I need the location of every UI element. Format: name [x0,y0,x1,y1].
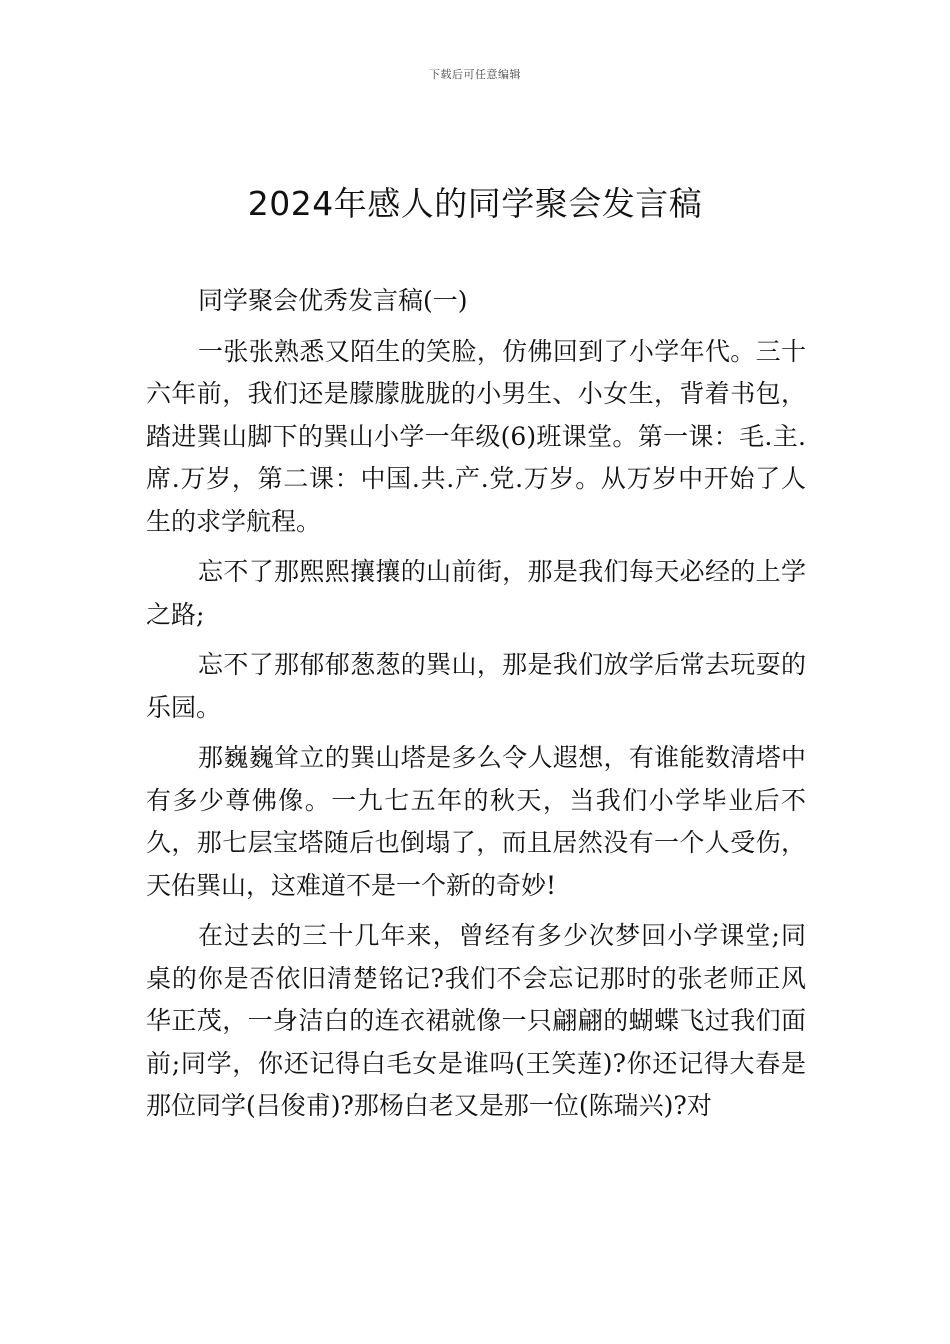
paragraph-5: 在过去的三十几年来，曾经有多少次梦回小学课堂;同桌的你是否依旧清楚铭记?我们不会忘记那时的张老师正风华正茂，一身洁白的连衣裙就像一只翩翩的蝴蝶飞过我们面前;同学，你还记得白毛女是谁吗(王笑莲)?你还记得大春是那位同学(吕俊甫)?那杨白老又是那一位(陈瑞兴)?对 [146,921,806,1120]
paragraph-4: 那巍巍耸立的巽山塔是多么令人遐想，有谁能数清塔中有多少尊佛像。一九七五年的秋天，当我们小学毕业后不久，那七层宝塔随后也倒塌了，而且居然没有一个人受伤，天佑巽山，这难道不是一个新的奇妙! [146,743,806,900]
paragraph-2: 忘不了那熙熙攘攘的山前街，那是我们每天必经的上学之路; [146,557,806,629]
section-heading: 同学聚会优秀发言稿(一) [198,286,468,315]
header-note: 下载后可任意编辑 [429,68,521,81]
paragraph-3: 忘不了那郁郁葱葱的巽山，那是我们放学后常去玩耍的乐园。 [146,650,806,722]
paragraph-1: 一张张熟悉又陌生的笑脸，仿佛回到了小学年代。三十六年前，我们还是朦朦胧胧的小男生、小女生，背着书包，踏进巽山脚下的巽山小学一年级(6)班课堂。第一课：毛.主.席.万岁，第二课：中国.共.产.党.万岁。从万岁中开始了人生的求学航程。 [146,336,806,536]
document-title: 2024年感人的同学聚会发言稿 [247,184,703,223]
document-body [146,280,806,1128]
